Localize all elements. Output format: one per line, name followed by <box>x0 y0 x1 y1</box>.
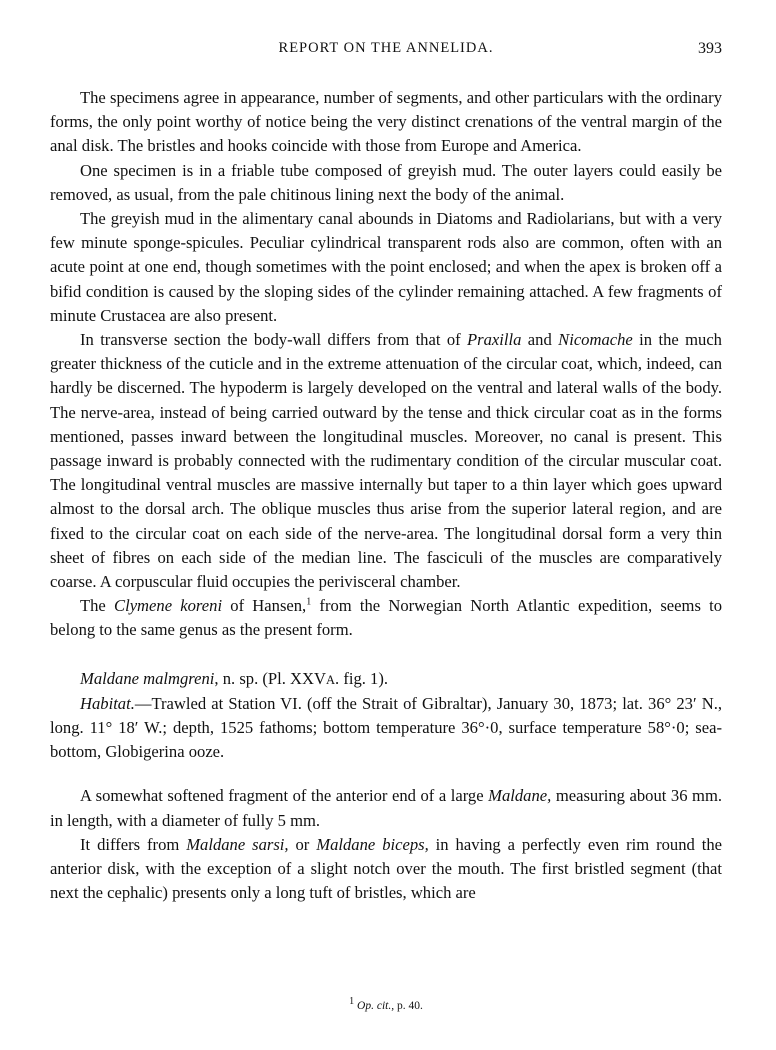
plate-letter: A <box>325 672 336 687</box>
page-number: 393 <box>698 40 722 57</box>
species-name: Maldane malmgreni <box>80 668 215 688</box>
footnote-page: p. 40. <box>394 1000 423 1012</box>
genus-praxilla: Praxilla <box>467 330 522 350</box>
running-head <box>50 40 722 64</box>
text-span: It differs from <box>80 834 187 854</box>
body-text <box>50 86 722 906</box>
text-span: . fig. 1). <box>335 668 389 688</box>
text-span: in having a perfectly even rim round the anterior disk, with the exception of a slight notch over the mouth. The first bristled segment (that next the cephalic) presents only a long tuft of bristles, which are <box>50 834 722 903</box>
paragraph-3: The greyish mud in the alimentary canal abounds in Diatoms and Radiolarians, but with a very few minute sponge-spicules. Peculiar cylindrical transparent rods also are common, often with an acute point at one end, though sometimes with the point enclosed; and when the apex is broken off a bifid condition is caused by the sloping sides of the cylinder remaining attached. A few fragments of minute Crustacea are also present. <box>50 209 722 325</box>
text-span: A somewhat softened fragment of the anterior end of a large <box>80 786 489 806</box>
text-span: of Hansen, <box>222 596 307 616</box>
species-maldane-biceps: Maldane biceps, <box>316 834 429 854</box>
habitat-text: —Trawled at Station VI. (off the Strait of Gibraltar), January 30, 1873; lat. 36° 23′ N., long. 11° 18′ W.; depth, 1525 fathoms; bottom temperature 36°·0, surface temperature 58°·0; sea-bottom, Globigerina ooze. <box>50 693 722 762</box>
text-span: and <box>521 330 559 350</box>
paragraph-2: One specimen is in a friable tube composed of greyish mud. The outer layers could easily be removed, as usual, from the pale chitinous lining next the body of the animal. <box>50 160 722 204</box>
species-clymene-koreni: Clymene koreni <box>114 596 223 616</box>
footnote <box>50 996 722 1012</box>
habitat-label: Habitat. <box>80 693 135 713</box>
species-maldane-sarsi: Maldane sarsi, <box>186 834 289 854</box>
description-paragraph-1 <box>50 784 722 832</box>
footnote-reference: Op. cit., <box>354 1000 395 1012</box>
genus-maldane: Maldane, <box>488 786 552 806</box>
page <box>50 40 722 906</box>
species-heading <box>50 667 722 692</box>
genus-nicomache: Nicomache <box>558 330 633 350</box>
text-span: or <box>288 834 317 854</box>
text-span: in the much greater thickness of the cuticle and in the extreme attenuation of the circular coat, which, indeed, can hardly be discerned. The hypoderm is largely developed on the ventral and lateral walls of the body. The nerve-area, instead of being carried outward by the tense and thick circular coat as in the forms mentioned, passes inward between the longitudinal muscles. Moreover, no canal is present. This passage inward is probably connected with the rudimentary condition of the circular muscular coat. The longitudinal ventral muscles are massive internally but taper to a thin layer which goes upward almost to the dorsal arch. The oblique muscles thus arise from the superior lateral region, and are fixed to the circular coat on each side of the nerve-area. The longitudinal dorsal form a very thin sheet of fibres on each side of the median line. The fasciculi of the muscles are comparatively coarse. A corpuscular fluid occupies the perivisceral chamber. <box>50 330 722 592</box>
paragraph-4 <box>50 328 722 594</box>
text-span: In transverse section the body-wall differs from that of <box>80 330 468 350</box>
running-title: REPORT ON THE ANNELIDA. <box>278 40 494 56</box>
paragraph-5 <box>50 594 722 642</box>
text-span: , n. sp. (Pl. XXV <box>214 668 326 688</box>
paragraph-1: The specimens agree in appearance, number of segments, and other particulars with the ordinary forms, the only point worthy of notice being the very distinct crenations of the ventral margin of the anal disk. The bristles and hooks coincide with those from Europe and America. <box>50 88 722 156</box>
description-paragraph-2 <box>50 833 722 906</box>
habitat-paragraph <box>50 692 722 765</box>
footnote-marker: 1 <box>306 596 312 608</box>
text-span: The <box>80 596 115 616</box>
text-span: from the Norwegian North Atlantic expedition, seems to belong to the same genus as the present form. <box>50 596 723 640</box>
text-span: measuring about 36 mm. in length, with a diameter of fully 5 mm. <box>50 786 722 830</box>
footnote-number: 1 <box>349 996 355 1008</box>
